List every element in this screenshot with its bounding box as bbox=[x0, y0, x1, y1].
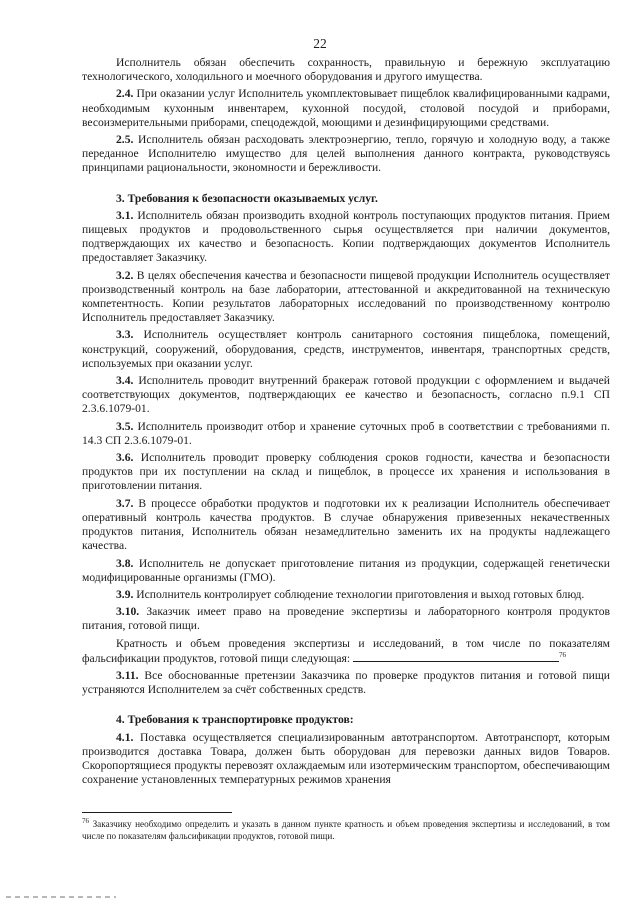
clause-number: 2.5. bbox=[116, 133, 134, 147]
page-number: 22 bbox=[313, 36, 327, 51]
paragraph-text: В процессе обработки продуктов и подготовки их к реализации Исполнитель обеспечивает оперативный контроль качества продуктов. В случае обнаружения привезенных некачественных продуктов питания, Исполнитель обязан незамедлительно заменить их на продукты надлежащего качества. bbox=[82, 496, 610, 553]
paragraph-text: В целях обеспечения качества и безопасности пищевой продукции Исполнитель осуществляет производственный контроль на базе лаборатории, аттестованной и аккредитованной на техническую компетентность. Копии результатов лабораторных исследований по производственному контролю Исполнитель предоставляет Заказчику. bbox=[82, 268, 610, 325]
paragraph-text: Исполнитель проводит проверку соблюдения сроков годности, качества и безопасности продуктов при их поступлении на склад и пищеблок, в процессе их хранения и использования в приготовлении питания. bbox=[82, 451, 610, 493]
paragraph-3-8 bbox=[82, 557, 610, 585]
paragraph-3-1 bbox=[82, 209, 610, 266]
paragraph-3-4 bbox=[82, 374, 610, 417]
paragraph-text: Исполнитель обязан расходовать электроэнергию, тепло, горячую и холодную воду, а также переданное Исполнителю имущество для целей выполнения данного контракта, руководствуясь принципами рациональности, экономности и бережливости. bbox=[82, 133, 610, 175]
paragraph-3-10 bbox=[82, 605, 610, 633]
paragraph-text: При оказании услуг Исполнитель укомплектовывает пищеблок квалифицированными кадрами, необходимым кухонным инвентарем, кухонной посудой, столовой посудой и приборами, весоизмерительными приборами, спецодеждой, моющими и дезинфицирующими средствами. bbox=[82, 87, 610, 129]
clause-number: 3.1. bbox=[116, 208, 134, 222]
clause-number: 3.10. bbox=[116, 605, 140, 619]
clause-number: 3.5. bbox=[116, 419, 134, 433]
paragraph-3-7 bbox=[82, 497, 610, 554]
footnote-divider bbox=[82, 812, 232, 813]
paragraph-3-5 bbox=[82, 420, 610, 448]
clause-number: 3.8. bbox=[116, 556, 134, 570]
section-3-heading: 3. Требования к безопасности оказываемых услуг. bbox=[116, 191, 378, 205]
section-4-heading: 4. Требования к транспортировке продуктов: bbox=[116, 713, 354, 727]
paragraph-text: Исполнитель обязан обеспечить сохранность, правильную и бережную эксплуатацию технологического, холодильного и моечного оборудования и другого имущества. bbox=[82, 56, 610, 84]
clause-number: 3.4. bbox=[116, 374, 134, 388]
footnote-number: 76 bbox=[82, 816, 89, 825]
paragraph-equipment bbox=[82, 56, 610, 84]
document-body bbox=[82, 56, 610, 790]
paragraph-text: Поставка осуществляется специализированным автотранспортом. Автотранспорт, которым производится доставка Товара, должен быть оборудован для перевозки данных видов Товаров. Скоропортящиеся продукты перевозят охлаждаемым или изотермическим транспортом, обеспечивающим сохранение установленных температурных режимов хранения bbox=[82, 730, 610, 787]
paragraph-text: Кратность и объем проведения экспертизы и исследований, в том числе по показателям фальсификации продуктов, готовой пищи следующая: bbox=[82, 636, 610, 665]
paragraph-3-9 bbox=[82, 588, 610, 602]
paragraph-3-6 bbox=[82, 451, 610, 494]
clause-number: 2.4. bbox=[116, 87, 134, 101]
paragraph-text: Исполнитель не допускает приготовление питания из продукции, содержащей генетически модифицированные организмы (ГМО). bbox=[82, 556, 610, 584]
footnote-text: Заказчику необходимо определить и указать в данном пункте кратность и объем проведения экспертизы и исследований, в том числе по показателям фальсификации продуктов, готовой пищи. bbox=[82, 819, 610, 841]
clause-number: 4.1. bbox=[116, 730, 134, 744]
paragraph-text: Исполнитель производит отбор и хранение суточных проб в соответствии с требованиями п. 14.3 СП 2.3.6.1079-01. bbox=[82, 419, 610, 447]
fill-in-blank bbox=[353, 651, 559, 662]
paragraph-text: Исполнитель обязан производить входной контроль поступающих продуктов питания. Прием пищевых продуктов и продовольственного сырья осуществляется при наличии документов, подтверждающих их качество и безопасность. Копии подтверждающих документов Исполнитель предоставляет Заказчику. bbox=[82, 208, 610, 265]
footnote-reference: 76 bbox=[559, 650, 567, 659]
paragraph-frequency bbox=[82, 637, 610, 666]
paragraph-text: Исполнитель осуществляет контроль санитарного состояния пищеблока, помещений, конструкций, сооружений, оборудования, средств, инструментов, инвентаря, транспортных средств, используемых при оказании услуг. bbox=[82, 328, 610, 370]
clause-number: 3.7. bbox=[116, 496, 134, 510]
paragraph-text: Заказчик имеет право на проведение экспертизы и лабораторного контроля продуктов питания, готовой пищи. bbox=[82, 605, 610, 633]
paragraph-3-11 bbox=[82, 669, 610, 697]
paragraph-3-2 bbox=[82, 269, 610, 326]
paragraph-4-1 bbox=[82, 731, 610, 788]
paragraph-text: Исполнитель контролирует соблюдение технологии приготовления и выход готовых блюд. bbox=[133, 587, 585, 601]
paragraph-2-5 bbox=[82, 133, 610, 176]
clause-number: 3.2. bbox=[116, 268, 134, 282]
clause-number: 3.3. bbox=[116, 328, 134, 342]
paragraph-3-3 bbox=[82, 328, 610, 371]
clause-number: 3.9. bbox=[116, 587, 134, 601]
footnote bbox=[82, 818, 610, 842]
paragraph-text: Все обоснованные претензии Заказчика по проверке продуктов питания и готовой пищи устраняются Исполнителем за счёт собственных средств. bbox=[82, 668, 610, 697]
paragraph-text: Исполнитель проводит внутренний бракераж готовой продукции с оформлением и выдачей соответствующих документов, подтверждающих ее качество и безопасность, согласно п.9.1 СП 2.3.6.1079-01. bbox=[82, 374, 610, 416]
clause-number: 3.11. bbox=[116, 668, 139, 682]
paragraph-2-4 bbox=[82, 87, 610, 130]
clause-number: 3.6. bbox=[116, 451, 134, 465]
scan-artifact bbox=[6, 896, 116, 898]
